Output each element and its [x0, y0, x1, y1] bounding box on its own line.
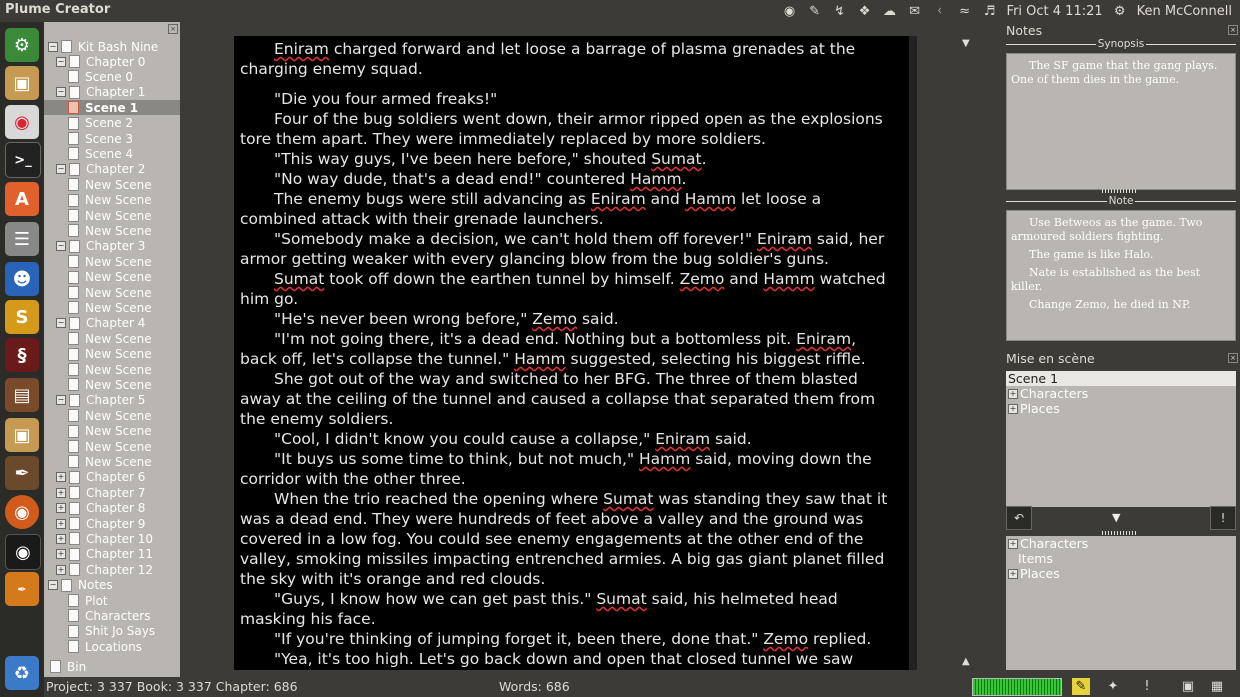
paragraph[interactable]: "Guys, I know how we can get past this." Sumat said, his helmeted head masking his face.: [240, 590, 838, 628]
expand-icon[interactable]: +: [57, 487, 65, 497]
dropbox-icon[interactable]: ❖: [858, 3, 871, 19]
expand-icon[interactable]: −: [57, 87, 65, 97]
mise-item-label: Places: [1020, 401, 1060, 416]
chapter-icon: [69, 394, 80, 407]
misspelled-word[interactable]: Eniram: [655, 430, 711, 448]
plume-creator-icon[interactable]: ✒: [5, 572, 39, 606]
misspelled-word[interactable]: Eniram: [757, 230, 812, 248]
mise-item[interactable]: [1006, 386, 1236, 401]
tree-bin-label: Bin: [67, 659, 87, 674]
tree-item[interactable]: [68, 131, 133, 146]
word-goal-meter: [972, 678, 1062, 696]
book-icon: [61, 40, 72, 53]
paragraph[interactable]: "Yea, it's too high. Let's go back down and open that closed tunnel we saw: [274, 650, 854, 668]
note-paragraph: The SF game that the gang plays. One of them dies in the game.: [1011, 59, 1218, 86]
tree-item[interactable]: [68, 177, 152, 192]
expand-icon[interactable]: −: [57, 318, 65, 328]
tree-item-label: New Scene: [85, 377, 152, 392]
launcher: [0, 22, 44, 697]
tree-item-label: Scene 2: [85, 116, 134, 131]
tree-item-label: Locations: [85, 639, 143, 654]
mise-bottom-item-label: Characters: [1020, 536, 1089, 551]
paragraph[interactable]: "If you're thinking of jumping forget it, been there, done that." Zemo replied.: [274, 630, 872, 648]
chapter-icon: [69, 563, 80, 576]
document-icon: [68, 440, 79, 453]
tree-item-label: Chapter 0: [86, 54, 146, 69]
terminal-icon[interactable]: >_: [5, 142, 41, 178]
tree-item-label: Chapter 8: [86, 501, 146, 516]
folder-icon[interactable]: ▣: [5, 418, 39, 452]
mise-item[interactable]: [1006, 401, 1236, 416]
tree-item[interactable]: [68, 69, 133, 84]
document-icon: [68, 409, 79, 422]
tree-item[interactable]: [56, 393, 145, 408]
tree-close-icon[interactable]: ×: [168, 24, 178, 34]
tree-item[interactable]: [68, 270, 152, 285]
tree-item-label: New Scene: [85, 193, 152, 208]
word-count: Words: 686: [499, 679, 570, 694]
document-icon: [68, 348, 79, 361]
misspelled-word[interactable]: Sumat: [651, 150, 702, 168]
tree-item[interactable]: [68, 608, 151, 623]
edit-icon[interactable]: ✎: [809, 3, 820, 19]
expand-icon[interactable]: −: [57, 56, 65, 66]
document-icon: [68, 178, 79, 191]
tree-item-label: Chapter 12: [86, 562, 154, 577]
tree-root[interactable]: [48, 39, 158, 54]
chrome-browser-icon[interactable]: ◉: [5, 105, 39, 139]
note-label: Note: [1006, 196, 1236, 206]
tree-item[interactable]: [56, 54, 145, 69]
mise-splitter-grip[interactable]: [1102, 531, 1138, 535]
tree-item[interactable]: [56, 162, 145, 177]
tree-item-label: New Scene: [85, 270, 152, 285]
mise-item-label: Characters: [1020, 386, 1089, 401]
document-icon: [68, 194, 79, 207]
tree-item-label: New Scene: [85, 177, 152, 192]
paragraph[interactable]: "Cool, I didn't know you could cause a collapse," Eniram said.: [274, 430, 752, 448]
tree-item[interactable]: [56, 485, 145, 500]
document-icon: [68, 70, 79, 83]
system-settings-icon[interactable]: ☰: [5, 222, 39, 256]
usb-icon[interactable]: ↯: [834, 3, 845, 19]
expand-icon[interactable]: −: [49, 580, 57, 590]
tools-icon[interactable]: ✦: [1107, 679, 1119, 694]
document-icon: [68, 425, 79, 438]
paragraph[interactable]: Eniram charged forward and let loose a barrage of plasma grenades at the charging enemy squad.: [240, 40, 856, 78]
tree-item[interactable]: [56, 531, 153, 546]
misspelled-word[interactable]: Zemo: [679, 270, 725, 288]
text-editor[interactable]: [234, 36, 909, 670]
system-tray: [782, 0, 1232, 22]
tree-item-label: New Scene: [85, 408, 152, 423]
cloud-icon[interactable]: ☁: [883, 3, 897, 19]
tree-item-label: Scene 0: [85, 69, 134, 84]
tree-item[interactable]: [68, 439, 152, 454]
paragraph[interactable]: She got out of the way and switched to her BFG. The three of them blasted away at the ceiling of the tunnel and caused a collapse that separated them from the enemy soldiers.: [240, 370, 876, 428]
mise-title: Mise en scène: [1006, 351, 1095, 366]
tree-item[interactable]: [56, 85, 145, 100]
tree-item-label: Characters: [85, 608, 151, 623]
misspelled-word[interactable]: Sumat: [596, 590, 647, 608]
tree-item[interactable]: [56, 316, 145, 331]
chapter-icon: [69, 486, 80, 499]
mise-collapse-icon[interactable]: ▼: [1112, 511, 1121, 524]
document-icon: [68, 101, 79, 114]
expand-icon[interactable]: +: [1009, 568, 1017, 578]
mise-bottom-tree: [1006, 536, 1236, 670]
tree-item[interactable]: [68, 377, 152, 392]
tree-item-label: New Scene: [85, 254, 152, 269]
document-icon: [68, 255, 79, 268]
tree-item[interactable]: [56, 501, 145, 516]
tree-item[interactable]: [68, 424, 152, 439]
editor-scrollbar[interactable]: [909, 36, 917, 670]
expand-icon[interactable]: +: [57, 564, 65, 574]
document-icon: [61, 579, 72, 592]
paragraph[interactable]: "Die you four armed freaks!": [274, 90, 498, 108]
settings-gear-icon[interactable]: ⚙: [1113, 3, 1126, 19]
paragraph[interactable]: "No way dude, that's a dead end!" countered Hamm.: [274, 170, 687, 188]
chapter-icon: [69, 240, 80, 253]
paragraph[interactable]: Four of the bug soldiers went down, their armor ripped open as the explosions tore them apart. They were immediately replaced by more soldiers.: [240, 110, 883, 148]
note-paragraph: Change Zemo, he died in NP.: [1029, 298, 1191, 311]
expand-icon[interactable]: +: [1009, 388, 1017, 398]
firefox-icon[interactable]: ◉: [5, 495, 39, 529]
tree-item-label: Chapter 3: [86, 239, 146, 254]
scroll-down-arrow-icon[interactable]: ▼: [962, 38, 970, 49]
document-icon: [68, 224, 79, 237]
scrivener-icon[interactable]: S: [5, 300, 39, 334]
fullscreen-icon[interactable]: ▦: [1210, 679, 1224, 694]
tree-root-label: Kit Bash Nine: [78, 39, 159, 54]
chapter-icon: [69, 548, 80, 561]
paragraph[interactable]: When the trio reached the opening where Sumat was standing they saw that it was a dead end. They were hundreds of feet above a valley and the ground was covered in a low fog. You could see enemy engagements at the other end of the valley, smoking missiles impacting entrenched armies. A big gas giant planet filled the sky with it's orange and red clouds.: [240, 490, 888, 588]
top-panel: [0, 0, 1240, 22]
tree-item-label: New Scene: [85, 347, 152, 362]
expand-icon[interactable]: +: [1009, 538, 1017, 548]
project-tree: [44, 22, 180, 677]
mise-bottom-item-label: Items: [1018, 551, 1053, 566]
tree-item-label: New Scene: [85, 223, 152, 238]
tree-item[interactable]: [68, 362, 152, 377]
wifi-icon[interactable]: ≈: [959, 3, 970, 19]
tree-item[interactable]: [68, 347, 152, 362]
tree-item-label: Chapter 6: [86, 470, 146, 485]
chapter-icon: [69, 317, 80, 330]
tree-item[interactable]: [68, 116, 133, 131]
tree-item-label: Chapter 10: [86, 531, 154, 546]
misspelled-word[interactable]: Eniram: [796, 330, 852, 348]
misspelled-word[interactable]: Hamm: [514, 350, 566, 368]
paragraph[interactable]: "This way guys, I've been here before," shouted Sumat.: [274, 150, 707, 168]
paragraph[interactable]: "It buys us some time to think, but not much," Hamm said, moving down the corridor with the other three.: [240, 450, 872, 488]
misspelled-word[interactable]: Hamm: [630, 170, 682, 188]
tree-item-label: Chapter 1: [86, 85, 146, 100]
mise-bottom-item[interactable]: [1006, 536, 1236, 551]
tree-item[interactable]: [68, 300, 152, 315]
files-folder-icon[interactable]: ▣: [5, 66, 39, 100]
collapse-icon[interactable]: −: [49, 41, 57, 51]
expand-icon[interactable]: +: [57, 533, 65, 543]
misspelled-word[interactable]: Sumat: [274, 270, 325, 288]
status-bar: [44, 677, 1240, 697]
brush-tool-icon[interactable]: ✒: [5, 456, 39, 490]
mise-bottom-item-label: Places: [1020, 566, 1060, 581]
mise-bottom-item[interactable]: [1006, 566, 1236, 581]
notes-title: Notes: [1006, 23, 1043, 38]
ubuntu-home-icon[interactable]: ⚙: [5, 28, 39, 62]
note-text[interactable]: [1006, 210, 1236, 341]
note-paragraph: Nate is established as the best killer.: [1011, 266, 1201, 293]
notes-pane: [1002, 22, 1240, 677]
tree-item[interactable]: [56, 239, 145, 254]
chapter-icon: [69, 532, 80, 545]
volume-icon[interactable]: ♬: [983, 3, 996, 19]
document-icon: [68, 132, 79, 145]
tree-item-label: Scene 4: [85, 146, 134, 161]
misspelled-word[interactable]: Eniram: [590, 190, 646, 208]
expand-icon[interactable]: +: [57, 503, 65, 513]
chapter-icon: [69, 86, 80, 99]
editor-area: [180, 22, 992, 677]
document-icon: [68, 455, 79, 468]
misspelled-word[interactable]: Hamm: [684, 190, 737, 208]
expand-icon[interactable]: −: [57, 164, 65, 174]
note-paragraph: The game is like Halo.: [1029, 248, 1154, 261]
chapter-icon: [69, 517, 80, 530]
bin-icon: [50, 660, 61, 673]
tree-item-label: Plot: [85, 593, 108, 608]
notes-pad-icon[interactable]: ✎: [1072, 678, 1090, 695]
expand-icon[interactable]: +: [57, 472, 65, 482]
window-icon[interactable]: ▣: [1181, 679, 1195, 694]
trash-icon[interactable]: ♻: [5, 656, 39, 690]
document-icon: [68, 609, 79, 622]
splitter-grip[interactable]: [1102, 189, 1138, 193]
undo-arrow-icon[interactable]: ↶: [1006, 506, 1032, 530]
paragraph[interactable]: The enemy bugs were still advancing as Eniram and Hamm let loose a combined attack with their grenade launchers.: [240, 190, 822, 228]
note-paragraph: Use Betweos as the game. Two armoured soldiers fighting.: [1011, 216, 1203, 243]
document-icon: [68, 378, 79, 391]
project-stats: Project: 3 337 Book: 3 337 Chapter: 686: [46, 679, 298, 694]
bookshelf-icon[interactable]: ▤: [5, 378, 39, 412]
tree-item-label: New Scene: [85, 300, 152, 315]
tree-item[interactable]: [68, 193, 152, 208]
tree-item-label: New Scene: [85, 331, 152, 346]
expand-icon[interactable]: −: [57, 241, 65, 251]
tree-item[interactable]: [68, 624, 155, 639]
tree-item-label: New Scene: [85, 454, 152, 469]
chapter-icon: [69, 55, 80, 68]
tree-item[interactable]: [48, 578, 113, 593]
tree-item-label: Chapter 2: [86, 162, 146, 177]
tree-item-label: Scene 1: [85, 100, 139, 115]
tree-item-label: New Scene: [85, 439, 152, 454]
document-icon: [68, 209, 79, 222]
tree-item-label: Scene 3: [85, 131, 134, 146]
tree-item-label: Chapter 9: [86, 516, 146, 531]
notes-close-icon[interactable]: ×: [1228, 25, 1238, 35]
tree-item[interactable]: [68, 593, 108, 608]
tree-item[interactable]: [68, 223, 152, 238]
software-center-icon[interactable]: A: [5, 182, 39, 216]
misspelled-word[interactable]: Eniram: [274, 40, 329, 58]
chapter-icon: [69, 471, 80, 484]
synopsis-text[interactable]: [1006, 53, 1236, 190]
tree-item[interactable]: [56, 516, 145, 531]
document-icon: [68, 301, 79, 314]
tree-item-label: New Scene: [85, 424, 152, 439]
tree-item[interactable]: [68, 208, 152, 223]
user-name[interactable]: Ken McConnell: [1136, 3, 1232, 19]
synopsis-label: Synopsis: [1006, 39, 1236, 49]
document-icon: [68, 625, 79, 638]
tree-item[interactable]: [68, 146, 133, 161]
tree-item[interactable]: [56, 470, 145, 485]
document-icon: [68, 640, 79, 653]
tree-item[interactable]: [68, 285, 152, 300]
tree-item-label: New Scene: [85, 208, 152, 223]
info-icon[interactable]: !: [1210, 506, 1236, 530]
document-icon: [68, 332, 79, 345]
document-icon: [68, 117, 79, 130]
mise-close-icon[interactable]: ×: [1228, 353, 1238, 363]
misspelled-word[interactable]: Zemo: [763, 630, 809, 648]
tree-item-label: Chapter 4: [86, 316, 146, 331]
tree-item[interactable]: [44, 100, 180, 115]
paragraph[interactable]: "I'm not going there, it's a dead end. Nothing but a bottomless pit. Eniram, back off, let's collapse the tunnel." Hamm suggested, selecting his biggest riffle.: [240, 330, 866, 368]
expand-icon[interactable]: +: [57, 549, 65, 559]
bluetooth-icon[interactable]: ᚲ: [935, 3, 944, 19]
tree-item-label: Chapter 11: [86, 547, 154, 562]
document-icon: [68, 594, 79, 607]
document-icon: [68, 286, 79, 299]
mise-bottom-item[interactable]: [1006, 551, 1236, 566]
chapter-icon: [69, 502, 80, 515]
chapter-icon: [69, 163, 80, 176]
expand-icon[interactable]: −: [57, 395, 65, 405]
tree-bin[interactable]: [48, 659, 86, 674]
tree-item[interactable]: [56, 562, 153, 577]
paragraph[interactable]: "He's never been wrong before," Zemo said.: [274, 310, 619, 328]
tree-item-label: Chapter 5: [86, 393, 146, 408]
tree-item[interactable]: [68, 454, 152, 469]
steam-icon[interactable]: ◉: [5, 534, 41, 570]
tree-item[interactable]: [56, 547, 153, 562]
stylus-app-icon[interactable]: §: [5, 338, 39, 372]
misspelled-word[interactable]: Hamm: [763, 270, 815, 288]
misspelled-word[interactable]: Zemo: [532, 310, 578, 328]
paragraph[interactable]: "Somebody make a decision, we can't hold them off forever!" Eniram said, her armor getting weaker with every glancing blow from the bug soldier's guns.: [240, 230, 885, 268]
expand-icon[interactable]: +: [57, 518, 65, 528]
document-icon: [68, 363, 79, 376]
tree-item-label: New Scene: [85, 362, 152, 377]
expand-icon[interactable]: +: [1009, 403, 1017, 413]
misspelled-word[interactable]: Hamm: [639, 450, 691, 468]
gimp-icon[interactable]: ☻: [5, 262, 39, 296]
app-title: Plume Creator: [5, 2, 111, 17]
clock[interactable]: Fri Oct 4 11:21: [1006, 3, 1103, 19]
misspelled-word[interactable]: Sumat: [603, 490, 654, 508]
scroll-up-arrow-icon[interactable]: ▲: [962, 656, 970, 667]
mail-icon[interactable]: ✉: [909, 3, 920, 19]
tree-item-label: New Scene: [85, 285, 152, 300]
mise-tree: [1006, 371, 1236, 507]
info-status-icon[interactable]: !: [1144, 679, 1150, 694]
camera-icon[interactable]: ◉: [783, 3, 796, 19]
tree-item[interactable]: [68, 254, 152, 269]
mise-scene-label: Scene 1: [1008, 371, 1059, 386]
tree-item-label: Notes: [78, 578, 113, 593]
document-icon: [68, 147, 79, 160]
paragraph[interactable]: Sumat took off down the earthen tunnel by himself. Zemo and Hamm watched him go.: [240, 270, 886, 308]
document-icon: [68, 271, 79, 284]
tree-item-label: Shit Jo Says: [85, 624, 156, 639]
mise-scene-row[interactable]: [1006, 371, 1236, 386]
tree-item-label: Chapter 7: [86, 485, 146, 500]
tree-item[interactable]: [68, 331, 152, 346]
tree-item[interactable]: [68, 408, 152, 423]
tree-item[interactable]: [68, 639, 142, 654]
